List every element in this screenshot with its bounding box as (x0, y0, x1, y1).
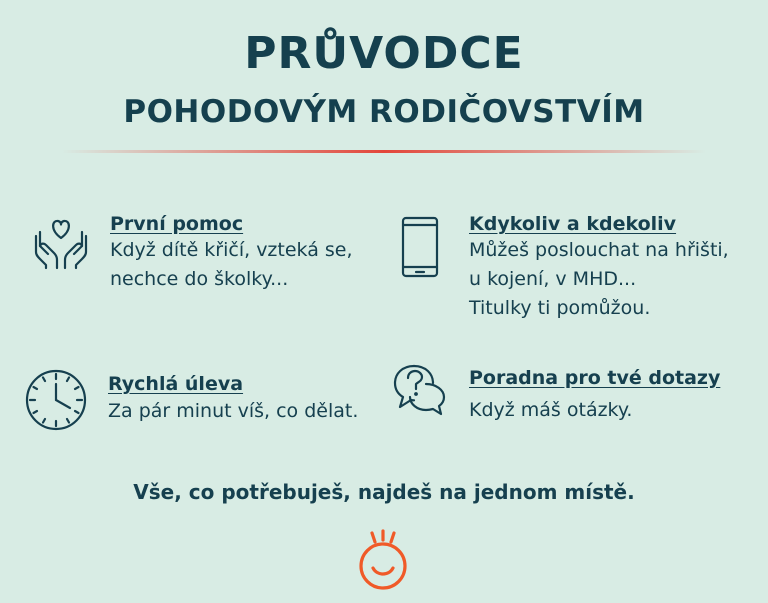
feature-description (110, 236, 353, 294)
feature-description-line: Titulky ti pomůžou. (469, 297, 651, 319)
title-divider (62, 150, 706, 153)
smiley-logo-icon (351, 528, 415, 592)
feature-description-line: Když dítě křičí, vzteká se, (110, 239, 353, 261)
feature-description-line: u kojení, v MHD... (469, 268, 637, 290)
page-title: PRŮVODCE (244, 28, 524, 79)
smartphone-icon (400, 215, 440, 279)
feature-title: První pomoc (110, 213, 244, 235)
feature-title: Kdykoliv a kdekoliv (469, 213, 677, 235)
clock-icon (24, 368, 88, 432)
feature-description-line: nechce do školky... (110, 268, 289, 290)
page-subtitle: POHODOVÝM RODIČOVSTVÍM (123, 94, 645, 130)
feature-title: Poradna pro tvé dotazy (469, 367, 721, 389)
feature-description (469, 236, 729, 323)
feature-description-line: Když máš otázky. (469, 399, 633, 421)
question-bubbles-icon (392, 362, 448, 418)
feature-description (469, 396, 632, 425)
footer-tagline: Vše, co potřebuješ, najdeš na jednom místě. (133, 480, 635, 504)
heart-hands-icon (32, 214, 90, 270)
feature-description-line: Můžeš poslouchat na hřišti, (469, 239, 729, 261)
feature-title: Rychlá úleva (108, 373, 244, 395)
feature-description (108, 397, 358, 426)
feature-description-line: Za pár minut víš, co dělat. (108, 400, 359, 422)
